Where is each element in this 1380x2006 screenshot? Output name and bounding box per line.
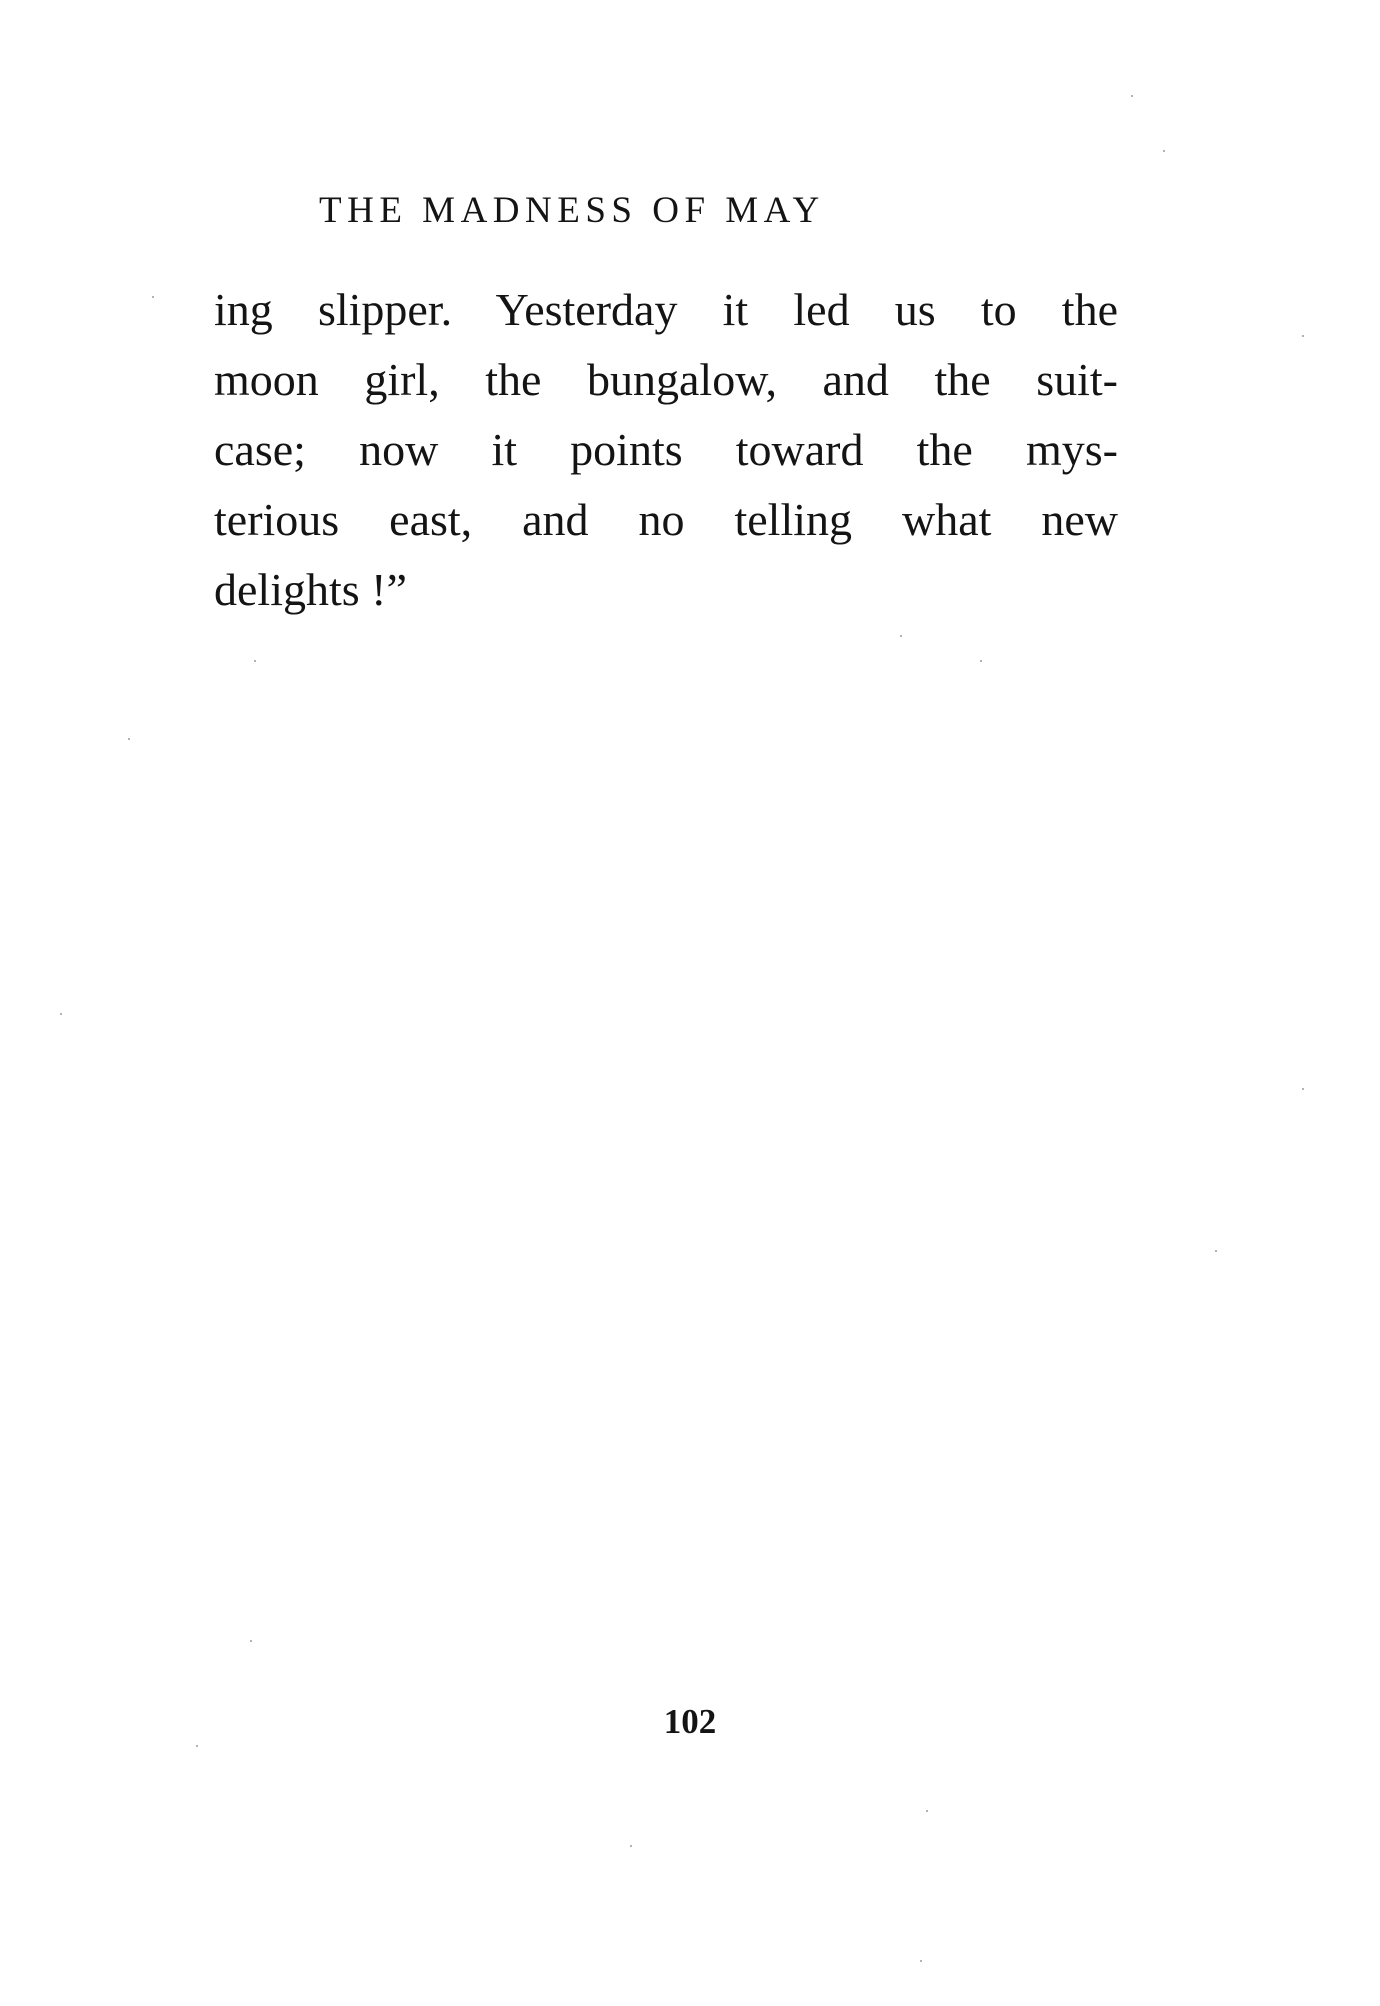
running-head: THE MADNESS OF MAY [319, 190, 825, 231]
scan-speck [630, 1845, 632, 1847]
scan-speck [152, 296, 154, 298]
scan-speck [1131, 95, 1133, 97]
scan-speck [1215, 1250, 1217, 1252]
page-number: 102 [663, 1702, 717, 1741]
scan-speck [254, 660, 256, 662]
text-line: terious east, and no telling what new [214, 494, 1118, 545]
scan-speck [980, 660, 982, 662]
scan-speck [60, 1013, 62, 1015]
text-line: delights !” [214, 564, 407, 615]
text-line: ing slipper. Yesterday it led us to the [214, 284, 1118, 335]
scan-speck [900, 635, 902, 637]
scan-speck [250, 1640, 252, 1642]
body-text [214, 275, 1118, 625]
scan-speck [926, 1810, 928, 1812]
scan-speck [1163, 150, 1165, 152]
scan-speck [128, 738, 130, 740]
scan-speck [1302, 335, 1304, 337]
text-line: moon girl, the bungalow, and the suit- [214, 354, 1118, 405]
text-line: case; now it points toward the mys- [214, 424, 1118, 475]
scan-speck [1302, 1088, 1304, 1090]
scan-speck [196, 1745, 198, 1747]
scan-speck [920, 1960, 922, 1962]
